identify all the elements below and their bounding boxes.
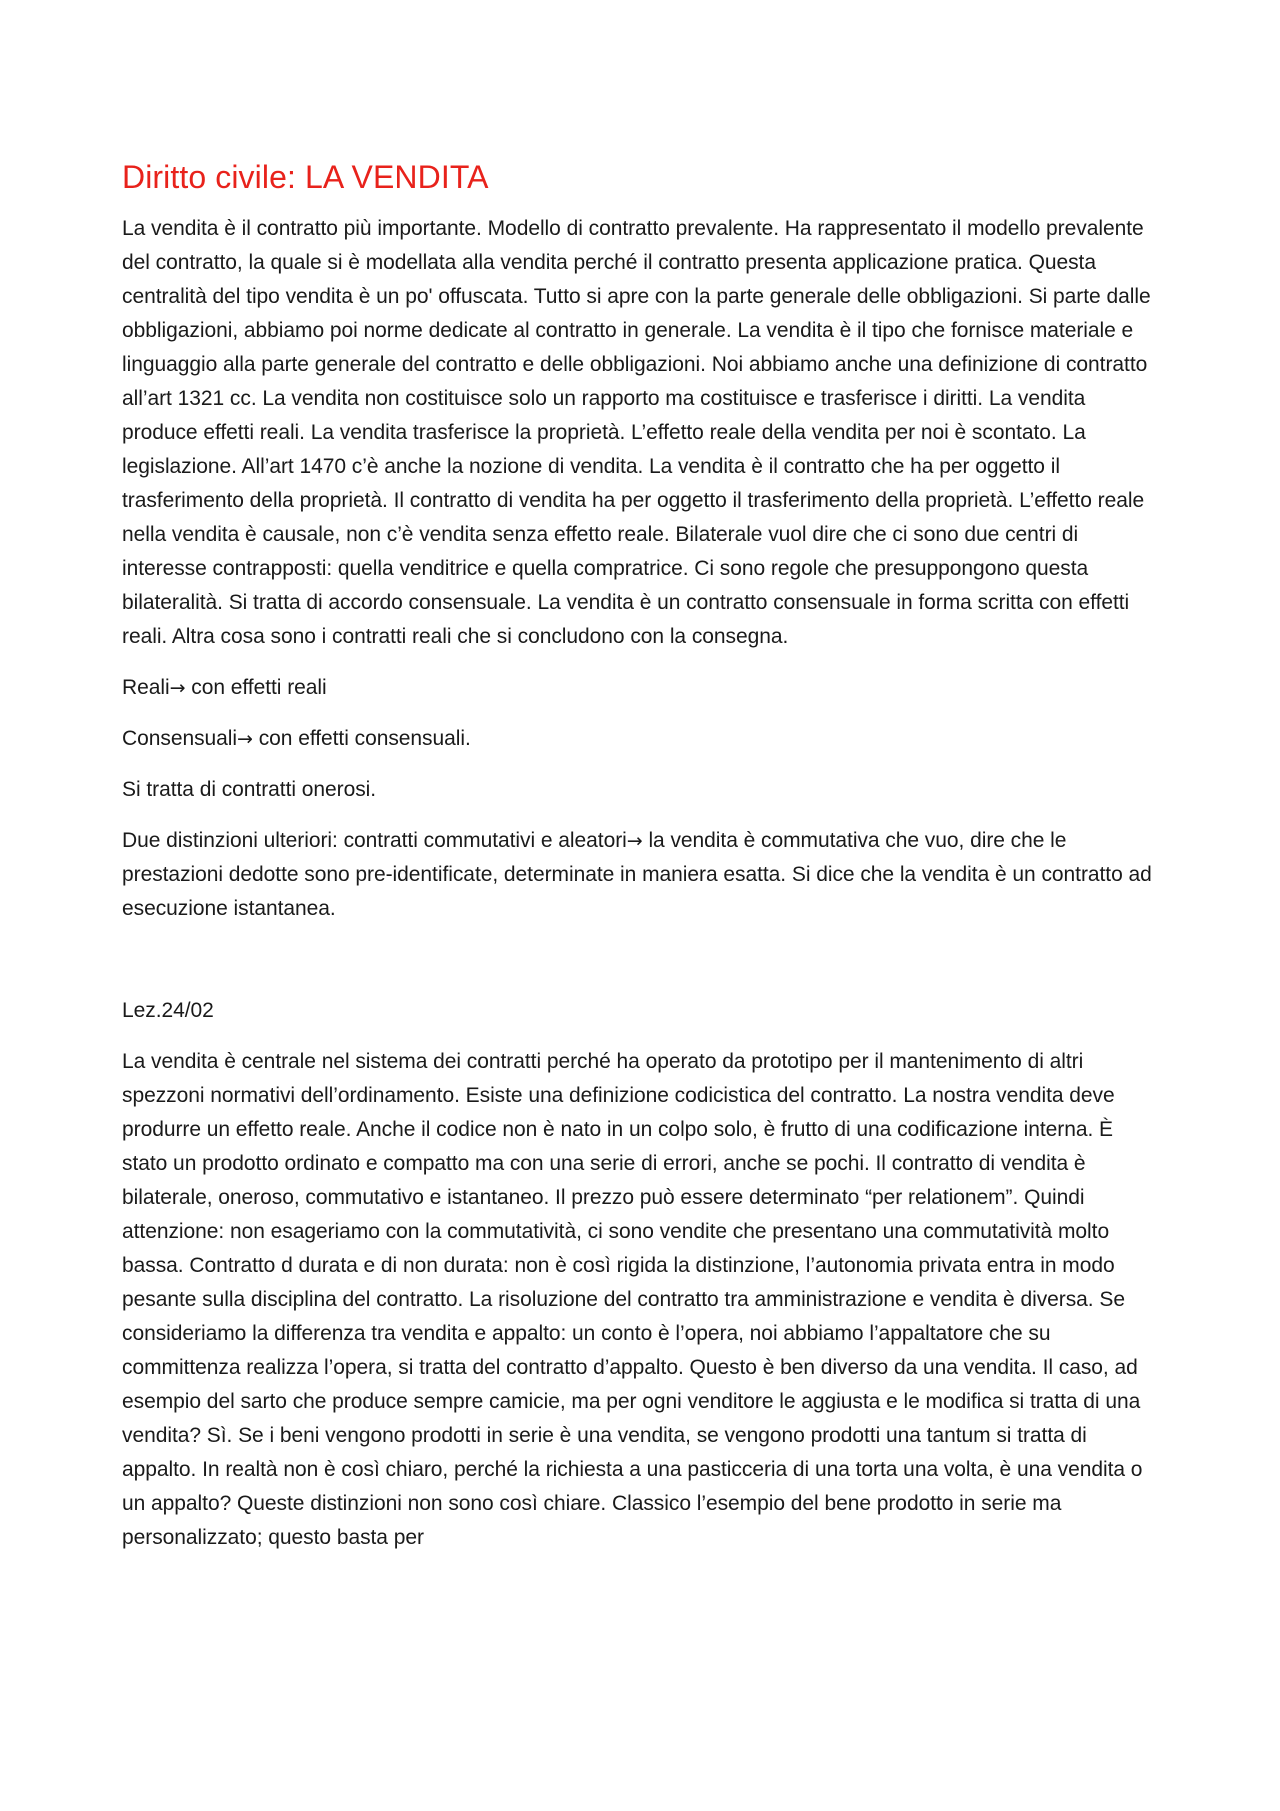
paragraph-consensuali	[122, 722, 1162, 756]
distinzioni-label: Due distinzioni ulteriori: contratti commutativi e aleatori	[122, 829, 627, 852]
arrow-right-icon: →	[169, 677, 186, 699]
arrow-right-icon: →	[626, 830, 643, 852]
paragraph-onerosi: Si tratta di contratti onerosi.	[122, 778, 377, 801]
paragraph-distinzioni	[122, 824, 1162, 926]
paragraph-lesson: La vendita è centrale nel sistema dei contratti perché ha operato da prototipo per il mantenimento di altri spezzoni normativi dell’ordinamento. Esiste una definizione codicistica del contratto. La nostra vendita deve produrre un effetto reale. Anche il codice non è nato in un colpo solo, è frutto di una codificazione interna. È stato un prodotto ordinato e compatto ma con una serie di errori, anche se pochi. Il contratto di vendita è bilaterale, oneroso, commutativo e istantaneo. Il prezzo può essere determinato “per relationem”. Quindi attenzione: non esageriamo con la commutatività, ci sono vendite che presentano una commutatività molto bassa. Contratto d durata e di non durata: non è così rigida la distinzione, l’autonomia privata entra in modo pesante sulla disciplina del contratto. La risoluzione del contratto tra amministrazione e vendita è diversa. Se consideriamo la differenza tra vendita e appalto: un conto è l’opera, noi abbiamo l’appaltatore che su committenza realizza l’opera, si tratta del contratto d’appalto. Questo è ben diverso da una vendita. Il caso, ad esempio del sarto che produce sempre camicie, ma per ogni venditore le aggiusta e le modifica si tratta di una vendita? Sì. Se i beni vengono prodotti in serie è una vendita, se vengono prodotti una tantum si tratta di appalto. In realtà non è così chiaro, perché la richiesta a una pasticceria di una torta una volta, è una vendita o un appalto? Queste distinzioni non sono così chiare. Classico l’esempio del bene prodotto in serie ma personalizzato; questo basta per	[122, 1050, 1143, 1549]
consensuali-text: con effetti consensuali.	[258, 727, 471, 750]
lesson-heading: Lez.24/02	[122, 999, 214, 1022]
distinzioni-text: la vendita è commutativa che vuo, dire che le prestazioni dedotte sono pre-identificate, determinate in maniera esatta. Si dice che la vendita è un contratto ad esecuzione istantanea.	[122, 829, 1152, 920]
reali-label: Reali	[122, 676, 170, 699]
document-body	[122, 156, 1162, 1572]
document-title: Diritto civile: LA VENDITA	[122, 159, 489, 195]
consensuali-label: Consensuali	[122, 727, 238, 750]
paragraph-reali	[122, 671, 1162, 705]
reali-text: con effetti reali	[191, 676, 327, 699]
blank-line	[122, 943, 1162, 994]
arrow-right-icon: →	[237, 728, 253, 750]
paragraph-intro: La vendita è il contratto più importante. Modello di contratto prevalente. Ha rappresentato il modello prevalente del contratto, la quale si è modellata alla vendita perché il contratto presenta applicazione pratica. Questa centralità del tipo vendita è un po' offuscata. Tutto si apre con la parte generale delle obbligazioni. Si parte dalle obbligazioni, abbiamo poi norme dedicate al contratto in generale. La vendita è il tipo che fornisce materiale e linguaggio alla parte generale del contratto e delle obbligazioni. Noi abbiamo anche una definizione di contratto all’art 1321 cc. La vendita non costituisce solo un rapporto ma costituisce e trasferisce i diritti. La vendita produce effetti reali. La vendita trasferisce la proprietà. L’effetto reale della vendita per noi è scontato. La legislazione. All’art 1470 c’è anche la nozione di vendita. La vendita è il contratto che ha per oggetto il trasferimento della proprietà. Il contratto di vendita ha per oggetto il trasferimento della proprietà. L’effetto reale nella vendita è causale, non c’è vendita senza effetto reale. Bilaterale vuol dire che ci sono due centri di interesse contrapposti: quella venditrice e quella compratrice. Ci sono regole che presuppongono questa bilateralità. Si tratta di accordo consensuale. La vendita è un contratto consensuale in forma scritta con effetti reali. Altra cosa sono i contratti reali che si concludono con la consegna.	[122, 217, 1151, 648]
